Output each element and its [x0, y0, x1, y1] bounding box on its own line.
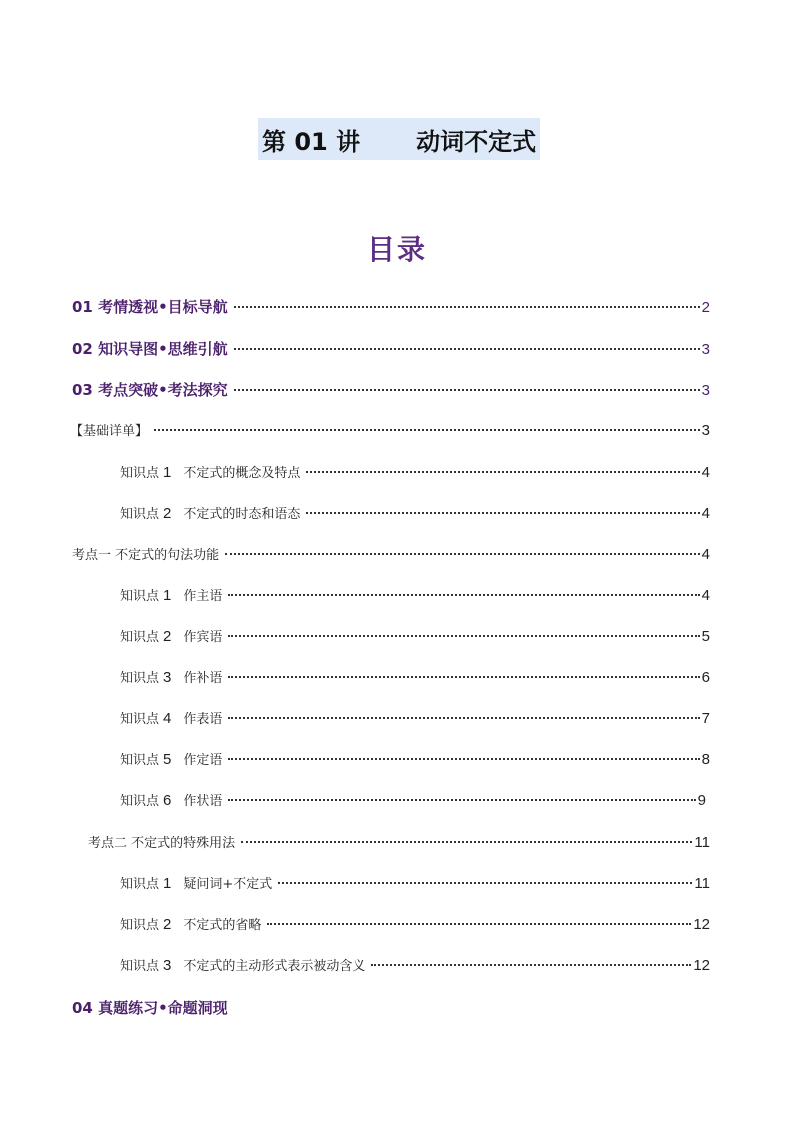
toc-page-number: 2 — [701, 299, 710, 316]
toc-entry-label: 不定式的主动形式表示被动含义 — [183, 959, 366, 974]
toc-entry-basics[interactable] — [70, 420, 710, 444]
toc-page-number: 11 — [694, 834, 710, 851]
toc-entry-knowledge-point[interactable] — [120, 626, 710, 650]
toc-entry-label: 作定语 — [183, 753, 223, 768]
toc-number: 1 — [163, 464, 172, 481]
toc-entry-label: 03 考点突破•考法探究 — [72, 381, 228, 399]
toc-leader-dots — [241, 841, 692, 843]
toc-entry-knowledge-point[interactable] — [120, 462, 710, 486]
toc-entry-exam-point-2[interactable] — [88, 832, 710, 856]
toc-number: 4 — [163, 710, 172, 727]
toc-page-number: 7 — [701, 710, 710, 727]
toc-entry-label: 不定式的时态和语态 — [183, 507, 301, 522]
lecture-title — [258, 118, 540, 160]
toc-number: 3 — [163, 669, 172, 686]
toc-prefix: 知识点 — [120, 671, 160, 686]
toc-number: 1 — [163, 587, 172, 604]
toc-entry-knowledge-point[interactable] — [120, 749, 710, 773]
toc-entry-label: 作状语 — [183, 794, 223, 809]
toc-leader-dots — [267, 923, 691, 925]
toc-page-number: 8 — [701, 751, 710, 768]
toc-number: 2 — [163, 628, 172, 645]
toc-leader-dots — [228, 635, 699, 637]
toc-prefix: 知识点 — [120, 712, 160, 727]
toc-entry-knowledge-point[interactable] — [120, 790, 706, 814]
toc-entry-label: 02 知识导图•思维引航 — [72, 340, 228, 358]
toc-leader-dots — [228, 676, 699, 678]
toc-prefix: 知识点 — [120, 466, 160, 481]
toc-leader-dots — [306, 512, 699, 514]
toc-page-number: 12 — [693, 957, 710, 974]
toc-entry-label: 考点一 不定式的句法功能 — [72, 548, 220, 563]
toc-entry-label: 作宾语 — [183, 630, 223, 645]
toc-leader-dots — [228, 717, 699, 719]
toc-page-number: 4 — [701, 587, 710, 604]
toc-entry-label: 04 真题练习•命题洞现 — [72, 999, 228, 1017]
toc-number: 3 — [163, 957, 172, 974]
toc-page-number: 4 — [701, 505, 710, 522]
toc-leader-dots — [371, 964, 691, 966]
toc-entry-label: 不定式的省略 — [183, 918, 262, 933]
toc-entry-knowledge-point[interactable] — [120, 873, 710, 897]
toc-leader-dots — [228, 594, 699, 596]
toc-prefix: 知识点 — [120, 794, 160, 809]
toc-heading: 目录 — [366, 233, 427, 266]
toc-page-number: 4 — [701, 546, 710, 563]
toc-entry-label: 01 考情透视•目标导航 — [72, 298, 228, 316]
toc-leader-dots — [234, 348, 700, 350]
toc-entry-knowledge-point[interactable] — [120, 667, 710, 691]
toc-page-number: 3 — [701, 422, 710, 439]
toc-entry-exam-point-1[interactable] — [72, 544, 710, 568]
toc-number: 2 — [163, 505, 172, 522]
toc-prefix: 知识点 — [120, 630, 160, 645]
toc-entry-knowledge-point[interactable] — [120, 955, 710, 979]
lecture-number: 第 01 讲 — [262, 127, 361, 156]
toc-entry-label: 作补语 — [183, 671, 223, 686]
toc-page-number: 4 — [701, 464, 710, 481]
toc-entry-section-04[interactable] — [72, 997, 710, 1021]
toc-entry-section-02[interactable] — [72, 338, 710, 362]
toc-leader-dots — [228, 799, 695, 801]
toc-page-number: 3 — [701, 341, 710, 358]
toc-leader-dots — [306, 471, 699, 473]
toc-prefix: 知识点 — [120, 918, 160, 933]
toc-leader-dots — [154, 429, 700, 431]
toc-leader-dots — [278, 882, 692, 884]
toc-page-number: 9 — [697, 792, 706, 809]
toc-leader-dots — [234, 306, 700, 308]
toc-number: 2 — [163, 916, 172, 933]
toc-entry-label: 作表语 — [183, 712, 223, 727]
toc-entry-section-01[interactable] — [72, 296, 710, 320]
toc-prefix: 知识点 — [120, 507, 160, 522]
toc-entry-knowledge-point[interactable] — [120, 914, 710, 938]
toc-prefix: 知识点 — [120, 753, 160, 768]
toc-entry-label: 作主语 — [183, 589, 223, 604]
toc-page-number: 5 — [701, 628, 710, 645]
toc-entry-knowledge-point[interactable] — [120, 708, 710, 732]
toc-prefix: 知识点 — [120, 959, 160, 974]
toc-entry-label: 考点二 不定式的特殊用法 — [88, 836, 236, 851]
toc-leader-dots — [234, 389, 700, 391]
toc-entry-label: 疑问词+不定式 — [183, 877, 273, 892]
toc-page-number: 12 — [693, 916, 710, 933]
lecture-topic: 动词不定式 — [416, 127, 537, 156]
toc-number: 5 — [163, 751, 172, 768]
toc-number: 1 — [163, 875, 172, 892]
toc-leader-dots — [228, 758, 699, 760]
toc-entry-section-03[interactable] — [72, 379, 710, 403]
toc-number: 6 — [163, 792, 172, 809]
toc-entry-knowledge-point[interactable] — [120, 503, 710, 527]
toc-entry-label: 【基础详单】 — [70, 424, 149, 439]
toc-leader-dots — [225, 553, 700, 555]
toc-page-number: 6 — [701, 669, 710, 686]
toc-entry-label: 不定式的概念及特点 — [183, 466, 301, 481]
toc-prefix: 知识点 — [120, 877, 160, 892]
toc-page-number: 3 — [701, 382, 710, 399]
toc-entry-knowledge-point[interactable] — [120, 585, 710, 609]
toc-page-number: 11 — [694, 875, 710, 892]
toc-prefix: 知识点 — [120, 589, 160, 604]
